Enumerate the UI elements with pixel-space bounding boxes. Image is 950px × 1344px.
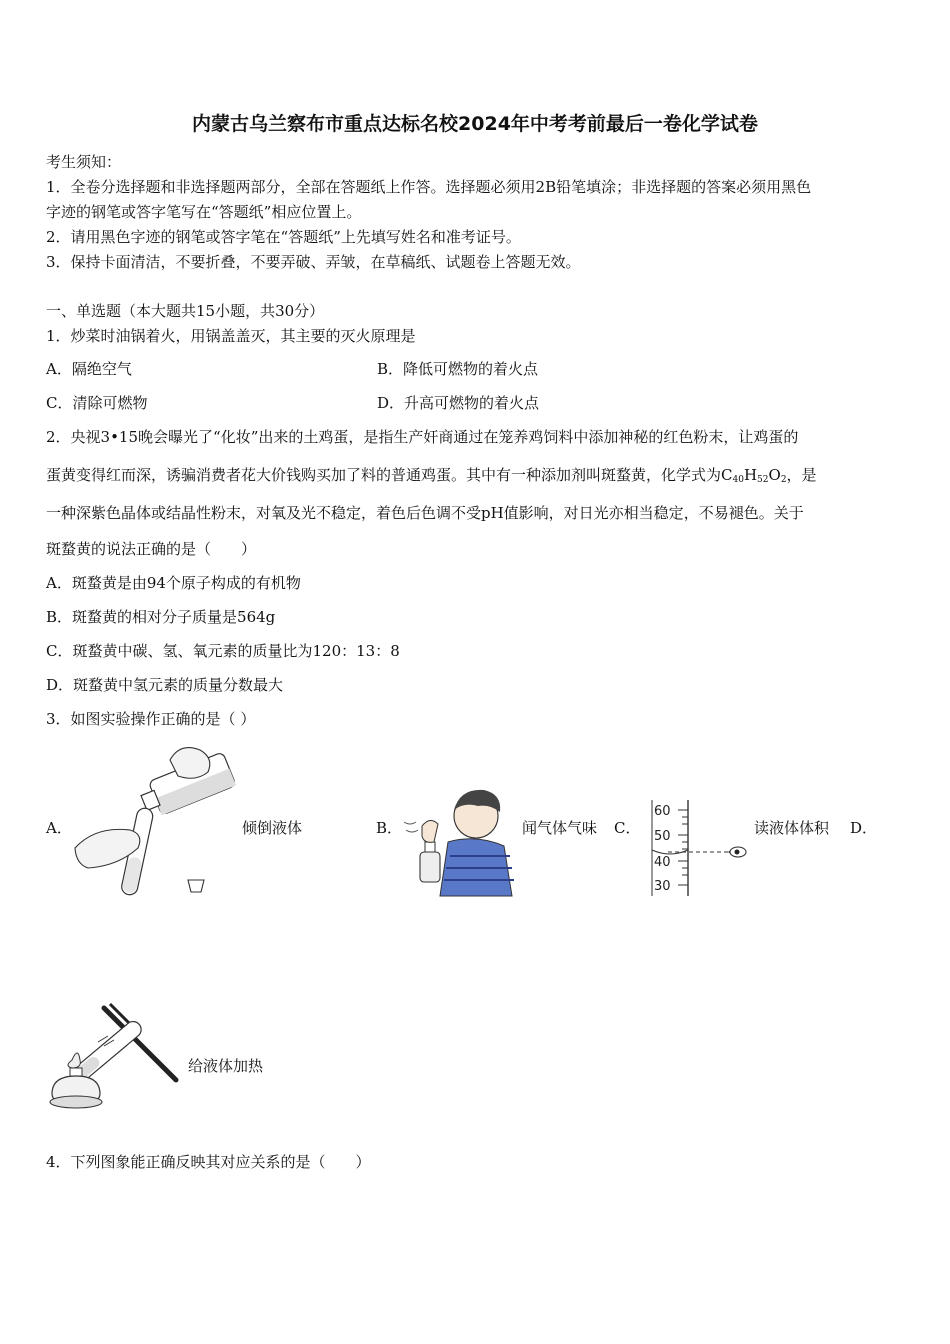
notice-heading: 考生须知：: [46, 153, 122, 171]
q3-option-c-letter: C．: [614, 819, 641, 837]
q2-stem-line3: 一种深紫色晶体或结晶性粉末，对氧及光不稳定，着色后色调不受pH值影响，对日光亦相当稳定，不易褪色。关于: [46, 504, 804, 522]
cylinder-tick: 40: [654, 855, 671, 870]
q2-stem-line1: 2．央视3•15晚会曝光了“化妆”出来的土鸡蛋，是指生产奸商通过在笼养鸡饲料中添加神秘的红色粉末，让鸡蛋的: [46, 428, 799, 446]
q2-stem-line2: 蛋黄变得红而深，诱骗消费者花大价钱购买加了料的普通鸡蛋。其中有一种添加剂叫斑蝥黄，化学式为$C_{40}H_{52}O_2$，是: [46, 466, 817, 485]
q2-option-a: A．斑蝥黄是由94个原子构成的有机物: [46, 574, 301, 592]
q2-option-b: B．斑蝥黄的相对分子质量是564g: [46, 608, 276, 626]
cylinder-tick: 30: [654, 879, 671, 894]
notice-item: 1．全卷分选择题和非选择题两部分，全部在答题纸上作答。选择题必须用2B铅笔填涂；非选择题的答案必须用黑色: [46, 178, 812, 196]
q3-option-d-letter: D．: [850, 819, 878, 837]
q3-option-a-caption: 倾倒液体: [242, 819, 303, 837]
notice-item: 字迹的钢笔或答字笔写在“答题纸”相应位置上。: [46, 203, 362, 221]
heating-liquid-figure: [44, 994, 184, 1114]
q2-option-c: C．斑蝥黄中碳、氢、氧元素的质量比为120：13：8: [46, 642, 400, 660]
q3-option-d-caption: 给液体加热: [188, 1057, 264, 1075]
q1-option-c: C．清除可燃物: [46, 394, 148, 412]
section-heading: 一、单选题（本大题共15小题，共30分）: [46, 302, 325, 320]
q3-option-c-caption: 读液体体积: [754, 819, 830, 837]
graduated-cylinder-figure: [648, 798, 752, 898]
chemical-formula: $C_{40}H_{52}O_2$: [721, 466, 787, 485]
q4-stem: 4．下列图象能正确反映其对应关系的是（ ）: [46, 1153, 371, 1171]
q3-option-b-caption: 闻气体气味: [522, 819, 598, 837]
notice-item: 2．请用黑色字迹的钢笔或答字笔在“答题纸”上先填写姓名和准考证号。: [46, 228, 521, 246]
q3-option-a-letter: A．: [46, 819, 72, 837]
q2-stem-line4: 斑蝥黄的说法正确的是（ ）: [46, 540, 257, 558]
pouring-liquid-figure: [70, 738, 240, 900]
cylinder-tick: 60: [654, 804, 671, 819]
cylinder-tick: 50: [654, 829, 671, 844]
q2-option-d: D．斑蝥黄中氢元素的质量分数最大: [46, 676, 284, 694]
q1-option-a: A．隔绝空气: [46, 360, 132, 378]
page-title: 内蒙古乌兰察布市重点达标名校2024年中考考前最后一卷化学试卷: [192, 113, 758, 135]
q1-option-d: D．升高可燃物的着火点: [377, 394, 540, 412]
smelling-gas-figure: [400, 786, 518, 898]
notice-item: 3．保持卡面清洁，不要折叠，不要弄破、弄皱，在草稿纸、试题卷上答题无效。: [46, 253, 581, 271]
q3-stem: 3．如图实验操作正确的是（ ）: [46, 710, 256, 728]
q3-option-b-letter: B．: [376, 819, 403, 837]
q1-stem: 1．炒菜时油锅着火，用锅盖盖灭，其主要的灭火原理是: [46, 327, 416, 345]
q1-option-b: B．降低可燃物的着火点: [377, 360, 539, 378]
